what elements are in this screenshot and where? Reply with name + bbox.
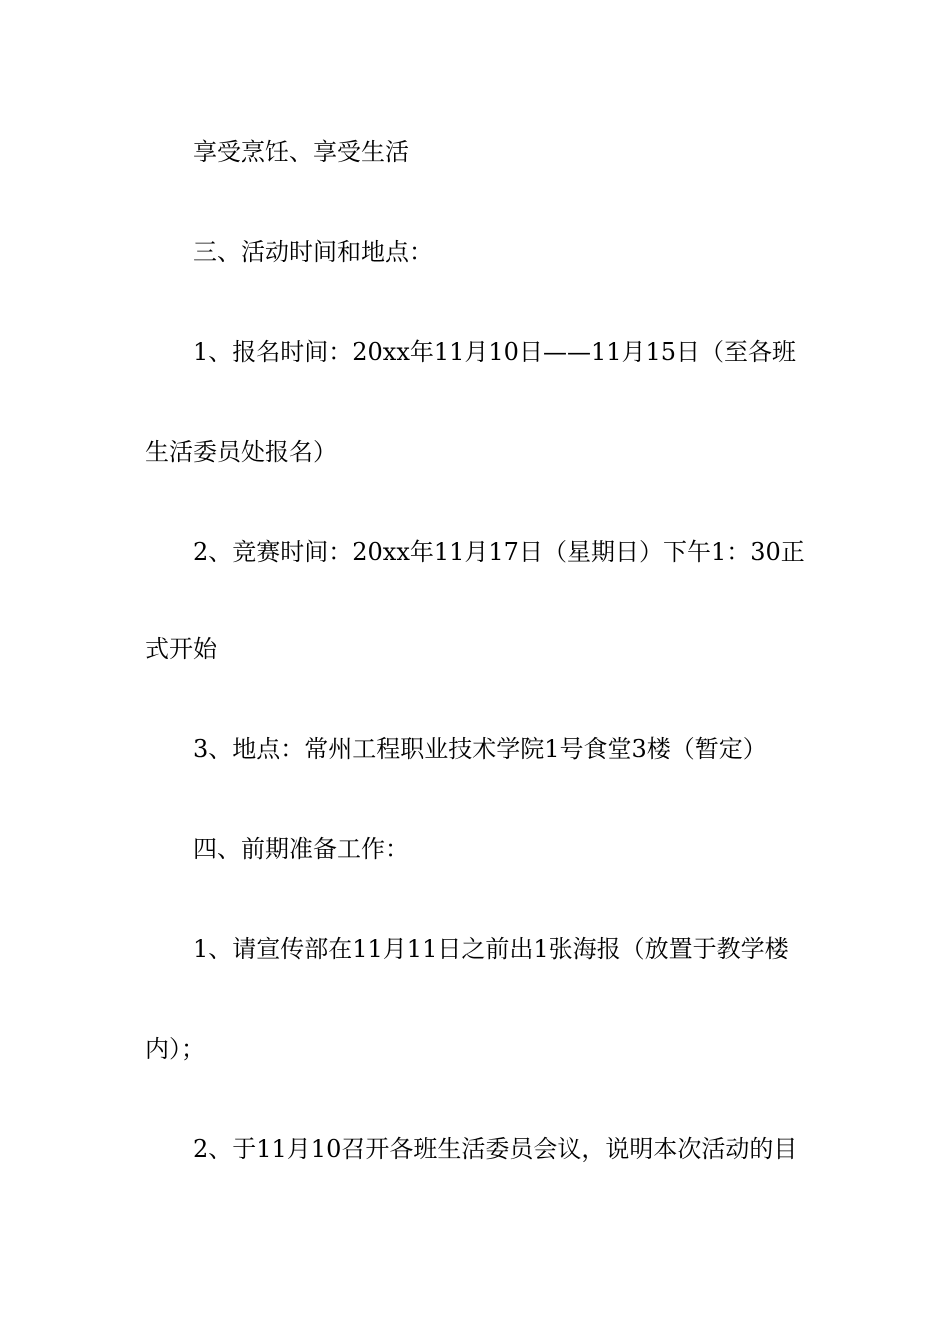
section-heading-3: 三、活动时间和地点： <box>193 238 433 266</box>
text-line-meeting: 2、于11月10召开各班生活委员会议，说明本次活动的目 <box>193 1135 798 1163</box>
text-line-1: 享受烹饪、享受生活 <box>193 138 409 166</box>
text-line-location: 3、地点：常州工程职业技术学院1号食堂3楼（暂定） <box>193 735 767 763</box>
section-heading-4: 四、前期准备工作： <box>193 835 409 863</box>
text-line-registration-cont: 生活委员处报名） <box>145 438 337 466</box>
text-line-competition-time: 2、竞赛时间：20xx年11月17日（星期日）下午1：30正 <box>193 538 805 566</box>
text-line-poster-cont: 内）； <box>145 1035 205 1063</box>
text-line-poster: 1、请宣传部在11月11日之前出1张海报（放置于教学楼 <box>193 935 789 963</box>
text-line-registration: 1、报名时间：20xx年11月10日——11月15日（至各班 <box>193 338 797 366</box>
text-line-competition-time-cont: 式开始 <box>145 635 217 663</box>
